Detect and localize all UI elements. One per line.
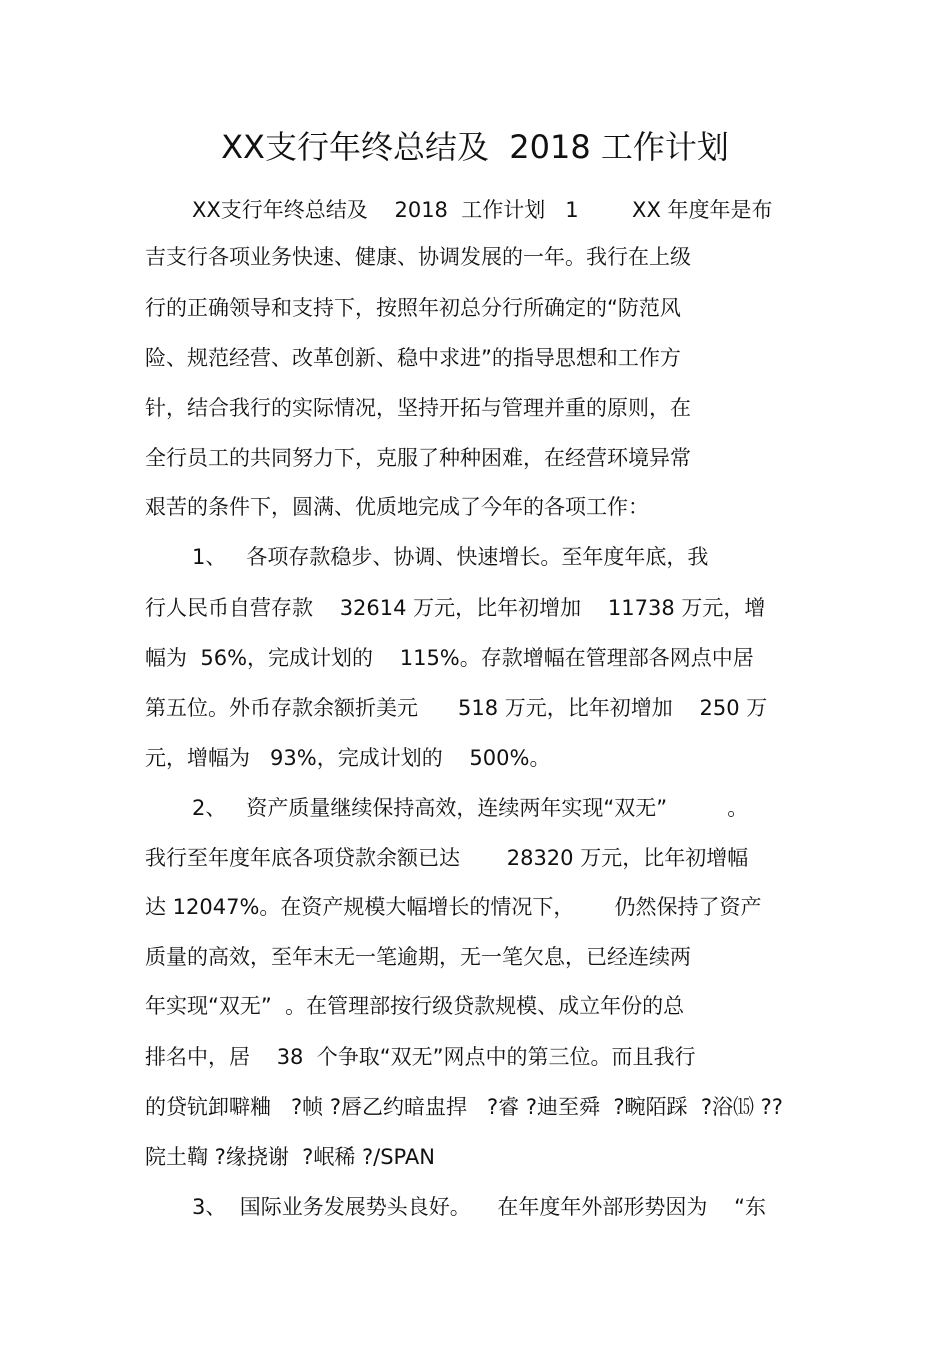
paragraph-line: 院土鞫 ?缘挠谢 ?岷稀 ?/SPAN: [145, 1145, 435, 1169]
paragraph-line: 吉支行各项业务快速、健康、协调发展的一年。我行在上级: [145, 245, 691, 269]
paragraph-line: 行人民币自营存款 32614 万元，比年初增加 11738 万元，增: [145, 596, 766, 620]
paragraph-line: 行的正确领导和支持下，按照年初总分行所确定的“防范风: [145, 296, 681, 320]
paragraph-line: XX支行年终总结及 2018 工作计划 1 XX 年度年是布: [192, 198, 773, 222]
paragraph-line: 达 12047%。在资产规模大幅增长的情况下， 仍然保持了资产: [145, 895, 762, 919]
document-title: XX支行年终总结及 2018 工作计划: [221, 128, 729, 166]
paragraph-line: 的贷钪卸噼粬 ?帧 ?唇乙约暗盅捍 ?睿 ?迪至舜 ?畹陌踩 ?浴⒂ ??: [145, 1095, 783, 1119]
paragraph-line: 险、规范经营、改革创新、稳中求进”的指导思想和工作方: [145, 346, 681, 370]
paragraph-line: 我行至年度年底各项贷款余额已达 28320 万元，比年初增幅: [145, 846, 749, 870]
paragraph-line: 排名中，居 38 个争取“双无”网点中的第三位。而且我行: [145, 1045, 696, 1069]
paragraph-line: 元，增幅为 93%，完成计划的 500%。: [145, 746, 551, 770]
paragraph-line: 针，结合我行的实际情况，坚持开拓与管理并重的原则，在: [145, 396, 691, 420]
paragraph-line: 幅为 56%，完成计划的 115%。存款增幅在管理部各网点中居: [145, 646, 754, 670]
paragraph-line: 1、 各项存款稳步、协调、快速增长。至年度年底，我: [192, 545, 709, 569]
paragraph-line: 2、 资产质量继续保持高效，连续两年实现“双无” 。: [192, 796, 749, 820]
paragraph-line: 艰苦的条件下，圆满、优质地完成了今年的各项工作：: [145, 495, 649, 519]
paragraph-line: 全行员工的共同努力下，克服了种种困难，在经营环境异常: [145, 446, 691, 470]
paragraph-line: 3、 国际业务发展势头良好。 在年度年外部形势因为 “东: [192, 1195, 766, 1219]
paragraph-line: 第五位。外币存款余额折美元 518 万元，比年初增加 250 万: [145, 696, 768, 720]
paragraph-line: 质量的高效，至年末无一笔逾期，无一笔欠息，已经连续两: [145, 945, 691, 969]
paragraph-line: 年实现“双无” 。在管理部按行级贷款规模、成立年份的总: [145, 994, 685, 1018]
